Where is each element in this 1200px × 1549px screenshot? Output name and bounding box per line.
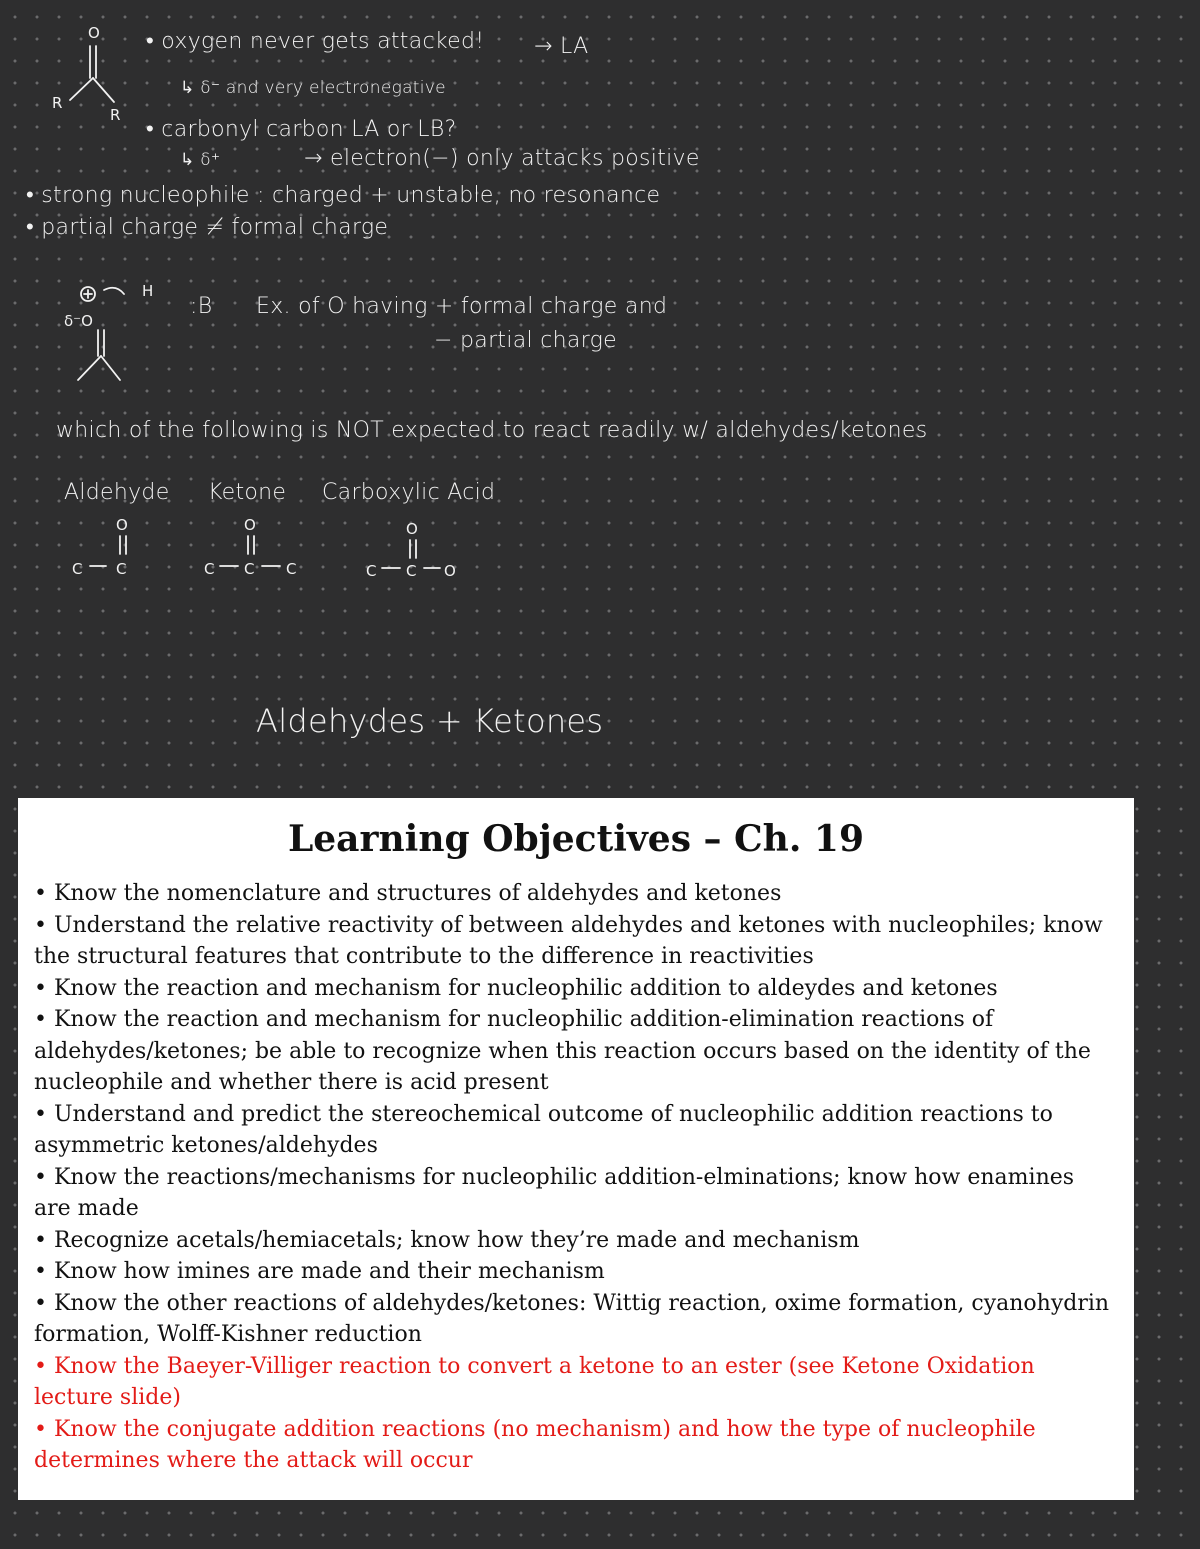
choice-carboxylic-acid: Carboxylic Acid bbox=[322, 480, 496, 505]
choice-ketone: Ketone bbox=[208, 480, 287, 505]
svg-text:R: R bbox=[110, 106, 121, 122]
svg-text:C: C bbox=[366, 562, 377, 580]
svg-text:O: O bbox=[88, 24, 100, 42]
svg-text:O: O bbox=[444, 562, 456, 580]
svg-text:O: O bbox=[406, 520, 418, 538]
objective-item: • Understand the relative reactivity of between aldehydes and ketones with nucleophiles; know the structural features that contribute to the difference in reactivities bbox=[34, 912, 1103, 969]
svg-text:C: C bbox=[406, 562, 417, 580]
aldehyde-structure-sketch bbox=[66, 514, 156, 584]
svg-text:C: C bbox=[244, 560, 255, 578]
objective-item: • Know the reaction and mechanism for nucleophilic addition-elimination reactions of aldehydes/ketones; be able to recognize when this reaction occurs based on the identity of the nucleophile and whether there is acid present bbox=[34, 1007, 1091, 1095]
slide-title: Learning Objectives – Ch. 19 bbox=[287, 818, 865, 860]
example-line-2: − partial charge bbox=[434, 328, 617, 353]
svg-text:O: O bbox=[244, 516, 256, 534]
carboxylic-acid-structure-sketch bbox=[364, 520, 474, 584]
base-label: :B bbox=[190, 294, 213, 319]
question-text: which of the following is NOT expected to react readily w/ aldehydes/ketones bbox=[56, 418, 928, 443]
objective-item: • Know the other reactions of aldehydes/ketones: Wittig reaction, oxime formation, cyanohydrin formation, Wolff-Kishner reduction bbox=[34, 1290, 1110, 1347]
svg-text:H: H bbox=[142, 282, 154, 300]
svg-text:O: O bbox=[116, 516, 128, 534]
section-heading: Aldehydes + Ketones bbox=[256, 702, 604, 740]
objective-item: • Know the nomenclature and structures of aldehydes and ketones bbox=[34, 881, 782, 906]
note-line-5: • strong nucleophile : charged + unstable, no resonance bbox=[26, 183, 661, 208]
note-line-1: • oxygen never gets attacked! bbox=[146, 29, 485, 54]
objective-item: • Recognize acetals/hemiacetals; know how they’re made and mechanism bbox=[34, 1227, 860, 1253]
example-line-1: Ex. of O having + formal charge and bbox=[256, 294, 668, 319]
choice-aldehyde: Aldehyde bbox=[64, 480, 170, 505]
objective-item: • Understand and predict the stereochemical outcome of nucleophilic addition reactions to asymmetric ketones/aldehydes bbox=[34, 1101, 1053, 1158]
note-line-6: • partial charge ≠ formal charge bbox=[26, 215, 389, 240]
carbonyl-structure-sketch bbox=[44, 22, 134, 122]
objective-item: • Know the reactions/mechanisms for nucleophilic addition-elminations; know how enamines are made bbox=[34, 1164, 1075, 1221]
note-line-1-arrow: → LA bbox=[534, 34, 589, 59]
svg-text:C: C bbox=[72, 560, 83, 578]
protonated-carbonyl-sketch bbox=[60, 278, 170, 388]
objectives-list bbox=[18, 878, 1134, 1477]
svg-text:C: C bbox=[116, 560, 127, 578]
note-line-4-left: ↳ δ⁺ bbox=[180, 150, 221, 170]
svg-text:R: R bbox=[52, 94, 63, 112]
objective-item: • Know the conjugate addition reactions (no mechanism) and how the type of nucleophile determines where the attack will occur bbox=[34, 1416, 1036, 1473]
ketone-structure-sketch bbox=[200, 514, 310, 584]
objective-item: • Know the Baeyer-Villiger reaction to convert a ketone to an ester (see Ketone Oxidation lecture slide) bbox=[34, 1353, 1035, 1410]
svg-text:δ⁻O: δ⁻O bbox=[64, 312, 93, 330]
note-line-2: ↳ δ⁻ and very electronegative bbox=[180, 78, 446, 98]
objective-item: • Know how imines are made and their mechanism bbox=[34, 1259, 605, 1284]
svg-text:C: C bbox=[204, 560, 215, 578]
svg-text:C: C bbox=[286, 560, 297, 578]
note-line-3: • carbonyl carbon LA or LB? bbox=[146, 117, 457, 142]
learning-objectives-slide bbox=[18, 798, 1134, 1500]
objective-item: • Know the reaction and mechanism for nucleophilic addition to aldeydes and ketones bbox=[34, 975, 998, 1001]
note-line-4-right: → electron(−) only attacks positive bbox=[304, 146, 700, 171]
